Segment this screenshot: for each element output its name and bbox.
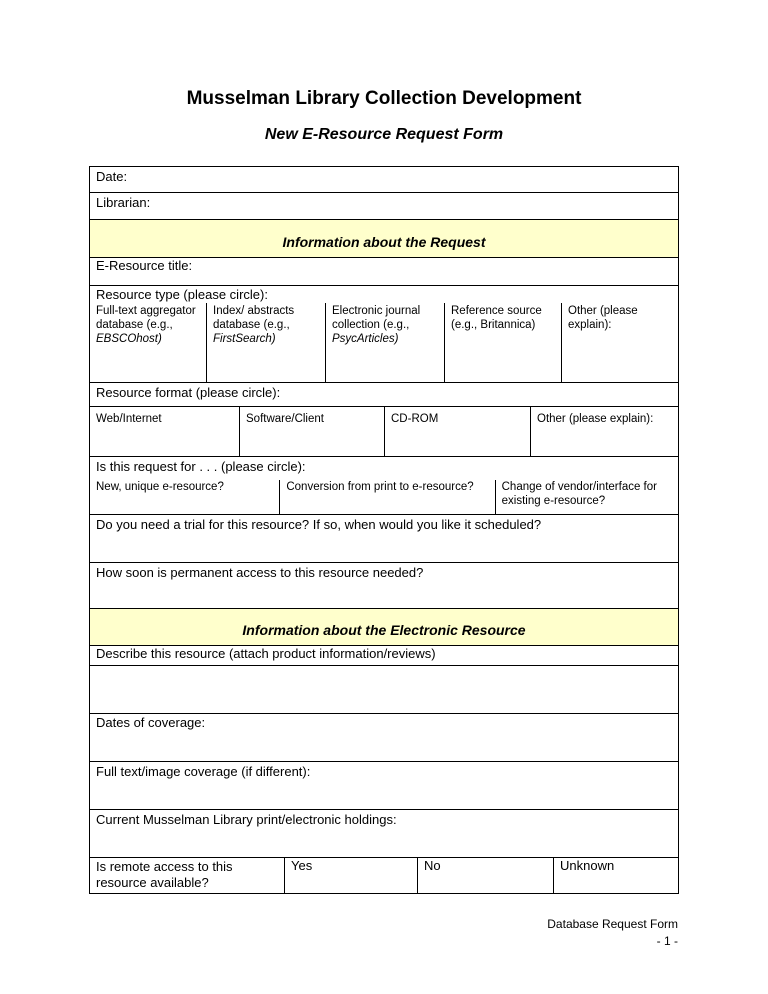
resource-type-option[interactable]: Full-text aggregator database (e.g., EBSCOhost) bbox=[90, 303, 207, 382]
date-field[interactable] bbox=[89, 166, 679, 193]
resource-format-option[interactable]: CD-ROM bbox=[385, 407, 531, 456]
request-for-label: Is this request for . . . (please circle): bbox=[96, 459, 306, 474]
remote-access-row bbox=[89, 858, 679, 894]
remote-access-option[interactable]: Yes bbox=[285, 858, 418, 893]
resource-format-option[interactable]: Other (please explain): bbox=[537, 413, 654, 425]
remote-access-option[interactable]: No bbox=[418, 858, 554, 893]
resource-format-option[interactable]: Web/Internet bbox=[90, 407, 240, 456]
resource-type-options bbox=[90, 303, 678, 382]
dates-coverage-field[interactable] bbox=[89, 714, 679, 762]
section-request-header bbox=[89, 220, 679, 258]
holdings-field[interactable] bbox=[89, 810, 679, 858]
section-resource-header bbox=[89, 609, 679, 646]
request-for-option[interactable]: New, unique e-resource? bbox=[90, 480, 280, 514]
resource-type-option[interactable]: Electronic journal collection (e.g., PsycArticles) bbox=[326, 303, 445, 382]
footer-form-name: Database Request Form bbox=[547, 917, 678, 931]
form-subtitle: New E-Resource Request Form bbox=[264, 126, 504, 143]
request-for-row bbox=[89, 457, 679, 515]
describe-label: Describe this resource (attach product information/reviews) bbox=[96, 646, 436, 661]
resource-type-row bbox=[89, 286, 679, 383]
resource-format-options bbox=[90, 406, 678, 456]
remote-access-label: Is remote access to this resource available? bbox=[90, 858, 285, 893]
request-form bbox=[89, 166, 679, 894]
permanent-access-field[interactable] bbox=[89, 563, 679, 609]
resource-type-option[interactable]: Index/ abstracts database (e.g., FirstSearch) bbox=[207, 303, 326, 382]
request-for-options bbox=[90, 480, 678, 514]
describe-field[interactable] bbox=[89, 666, 679, 714]
page-title: Musselman Library Collection Development bbox=[186, 88, 582, 109]
resource-format-option[interactable]: Software/Client bbox=[240, 407, 385, 456]
resource-type-option[interactable]: Reference source (e.g., Britannica) bbox=[445, 303, 562, 382]
librarian-field[interactable] bbox=[89, 193, 679, 220]
resource-type-option[interactable]: Other (please explain): bbox=[568, 305, 638, 331]
page-number: - 1 - bbox=[656, 934, 678, 948]
request-for-option[interactable]: Change of vendor/interface for existing e-resource? bbox=[501, 481, 657, 507]
eresource-title-label: E-Resource title: bbox=[96, 258, 193, 273]
date-label: Date: bbox=[96, 169, 128, 184]
fulltext-coverage-field[interactable] bbox=[89, 762, 679, 810]
fulltext-coverage-label: Full text/image coverage (if different): bbox=[96, 764, 311, 779]
permanent-access-label: How soon is permanent access to this resource needed? bbox=[96, 565, 424, 580]
section-request-title: Information about the Request bbox=[282, 234, 486, 250]
holdings-label: Current Musselman Library print/electronic holdings: bbox=[96, 812, 397, 827]
librarian-label: Librarian: bbox=[96, 195, 151, 210]
trial-field[interactable] bbox=[89, 515, 679, 563]
page-footer bbox=[547, 916, 678, 950]
trial-label: Do you need a trial for this resource? If so, when would you like it scheduled? bbox=[96, 517, 542, 532]
dates-coverage-label: Dates of coverage: bbox=[96, 715, 206, 730]
resource-type-label: Resource type (please circle): bbox=[96, 287, 268, 302]
remote-access-option[interactable]: Unknown bbox=[560, 858, 615, 873]
describe-label-row bbox=[89, 646, 679, 666]
eresource-title-field[interactable] bbox=[89, 258, 679, 286]
resource-format-row bbox=[89, 383, 679, 457]
resource-format-label: Resource format (please circle): bbox=[96, 385, 281, 400]
section-resource-title: Information about the Electronic Resource bbox=[242, 622, 526, 638]
request-for-option[interactable]: Conversion from print to e-resource? bbox=[280, 480, 495, 514]
